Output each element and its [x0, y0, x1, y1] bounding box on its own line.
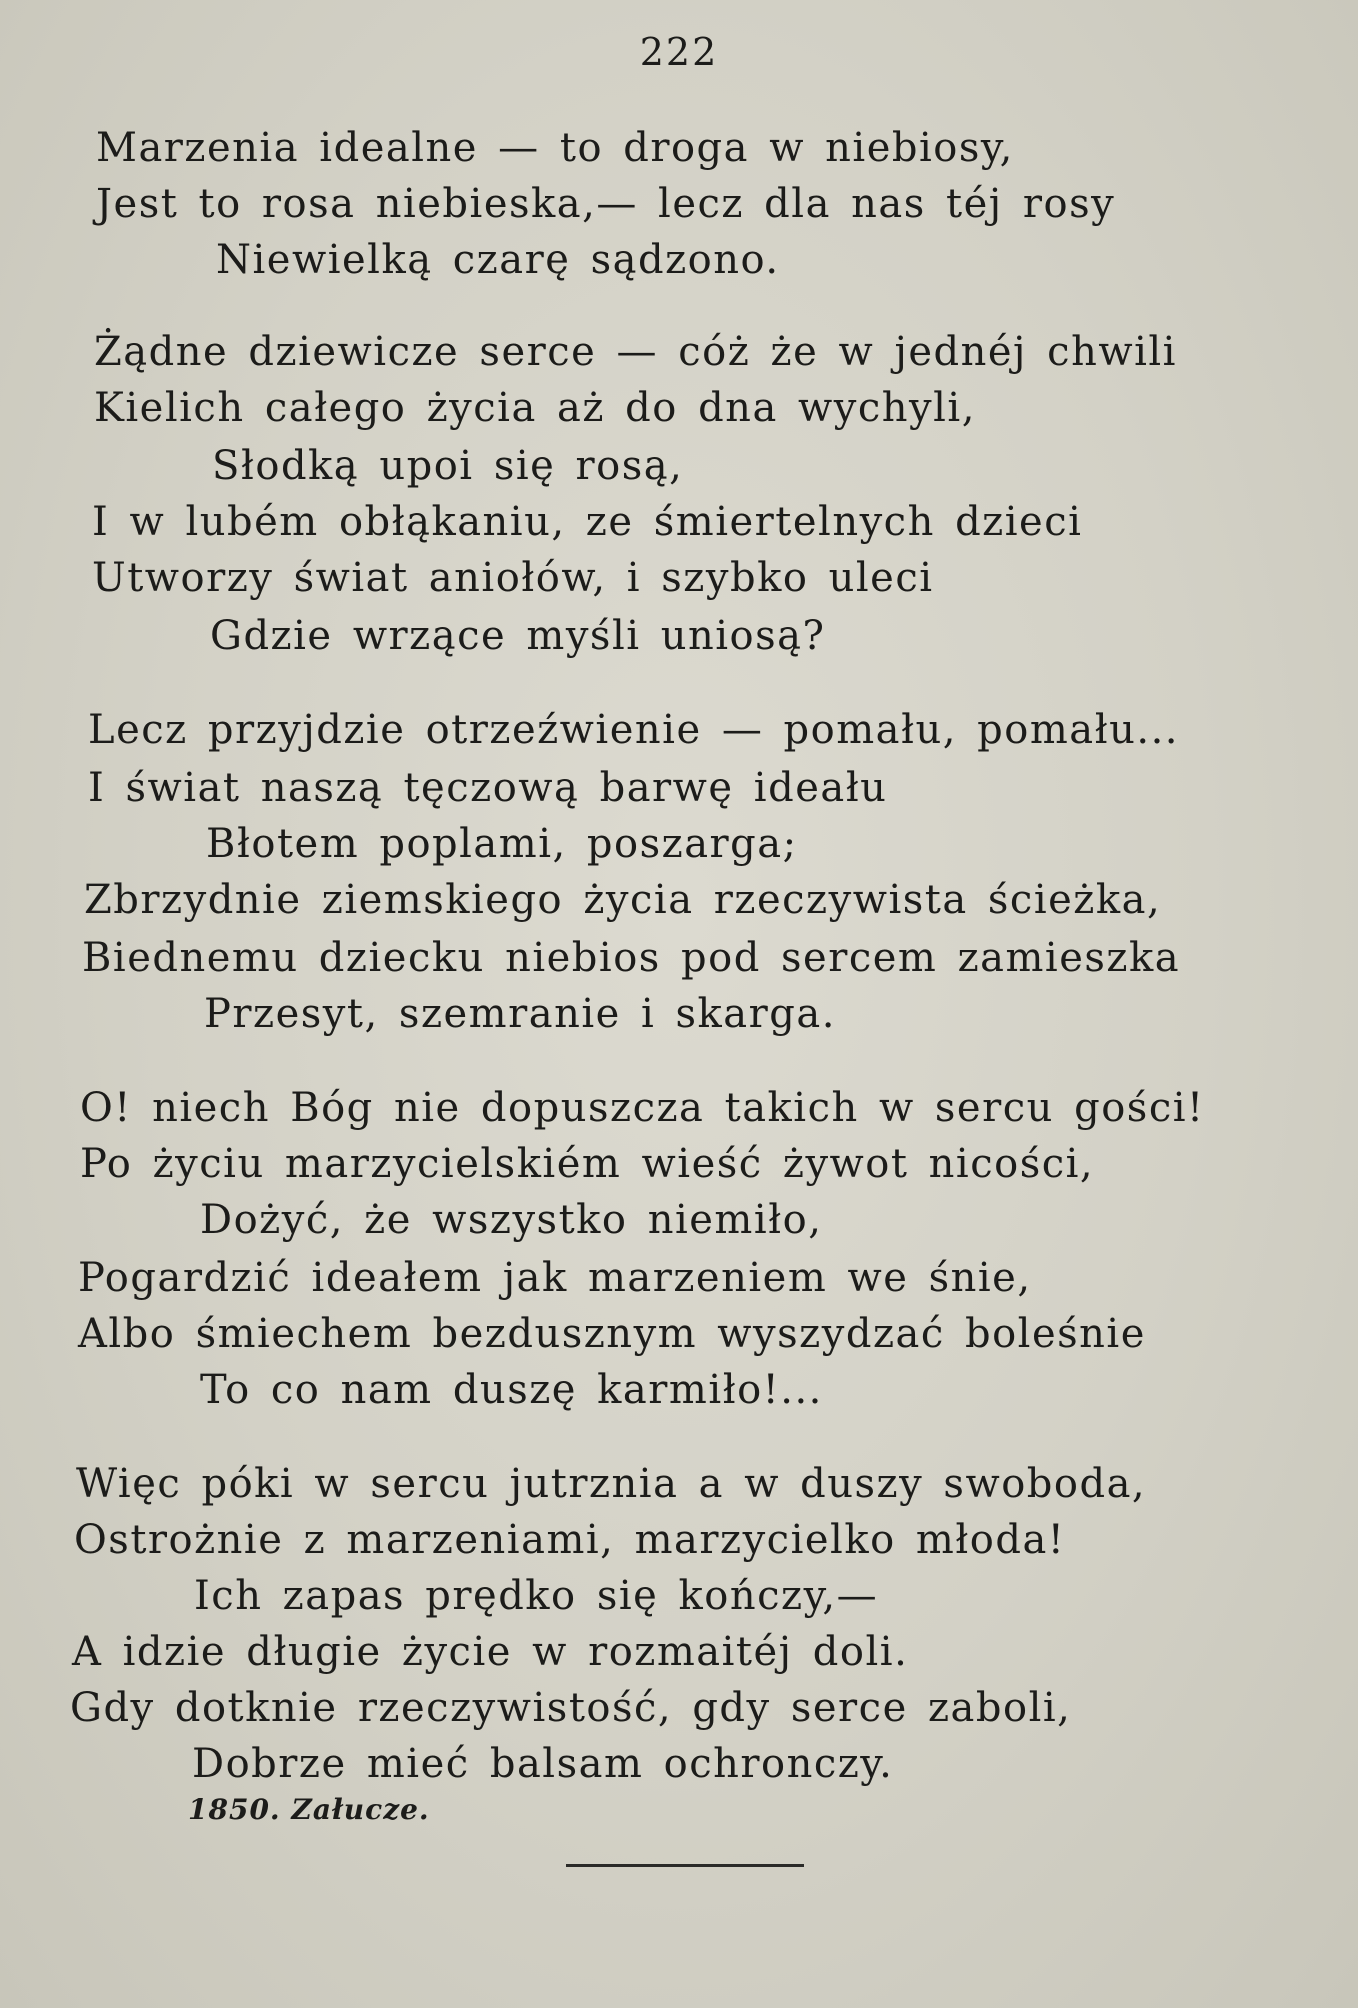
poem-line: O! niech Bóg nie dopuszcza takich w sercu gości! [80, 1085, 1205, 1131]
poem-line: Kielich całego życia aż do dna wychyli, [94, 385, 976, 431]
end-rule-divider [566, 1864, 804, 1867]
poem-line: Biednemu dziecku niebios pod sercem zamieszka [82, 935, 1181, 981]
poem-line: Po życiu marzycielskiém wieść żywot nicości, [80, 1141, 1095, 1187]
poem-line: I w lubém obłąkaniu, ze śmiertelnych dzieci [92, 499, 1083, 545]
poem-line: Gdzie wrzące myśli uniosą? [210, 613, 826, 659]
poem-line: To co nam duszę karmiło!... [200, 1367, 823, 1413]
poem-line: Ostrożnie z marzeniami, marzycielko młoda! [74, 1517, 1066, 1563]
poem-line: Pogardzić ideałem jak marzeniem we śnie, [78, 1255, 1032, 1301]
poem-line: Lecz przyjdzie otrzeźwienie — pomału, pomału... [88, 707, 1180, 753]
poem-line: Słodką upoi się rosą, [212, 443, 684, 489]
poem-line: Albo śmiechem bezdusznym wyszydzać boleśnie [78, 1311, 1146, 1357]
poem-line: Żądne dziewicze serce — cóż że w jednéj chwili [94, 329, 1177, 375]
poem-line: Gdy dotknie rzeczywistość, gdy serce zaboli, [70, 1685, 1072, 1731]
page-number: 222 [639, 30, 719, 74]
poem-line: Dobrze mieć balsam ochronczy. [192, 1741, 894, 1787]
poem-line: Jest to rosa niebieska,— lecz dla nas téj rosy [96, 181, 1116, 227]
poem-line: Utworzy świat aniołów, i szybko uleci [92, 555, 934, 601]
poem-line: Przesyt, szemranie i skarga. [204, 991, 836, 1037]
poem-line: Dożyć, że wszystko niemiło, [200, 1197, 823, 1243]
poem-line: I świat naszą tęczową barwę ideału [88, 765, 888, 811]
poem-line: Niewielką czarę sądzono. [216, 237, 780, 283]
poem-line: Zbrzydnie ziemskiego życia rzeczywista ścieżka, [84, 877, 1162, 923]
poem-line: Ich zapas prędko się kończy,— [194, 1573, 879, 1619]
poem-line: Błotem poplami, poszarga; [206, 821, 798, 867]
poem-line: Więc póki w sercu jutrznia a w duszy swoboda, [76, 1461, 1147, 1507]
poem-line: Marzenia idealne — to droga w niebiosy, [96, 125, 1014, 171]
poem-line: A idzie długie życie w rozmaitéj doli. [72, 1629, 909, 1675]
date-place-signature: 1850. Załucze. [188, 1793, 430, 1826]
